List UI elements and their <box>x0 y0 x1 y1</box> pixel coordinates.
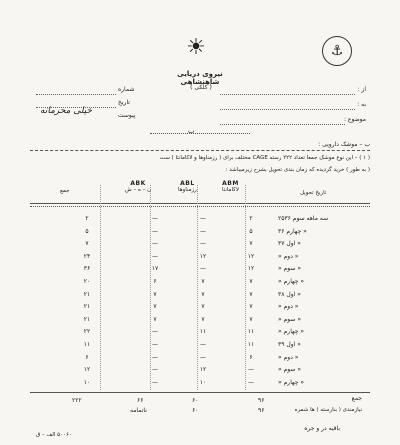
subject-label: موضوع : <box>343 116 366 123</box>
row-abk: ۱۷ <box>151 265 159 273</box>
table-row <box>30 326 370 339</box>
row-abl: — <box>200 340 206 348</box>
body-salutation: ب – موشک دارویی : <box>318 141 370 148</box>
to-line <box>220 109 355 110</box>
row-abk: ۷ <box>153 290 157 298</box>
row-date: « چهارم ۳۶ <box>278 227 307 235</box>
row-total: ۱۰ <box>83 378 91 386</box>
table-row <box>30 289 370 302</box>
needs-abl: ۶۰ <box>192 407 199 414</box>
col-header-abk: ABK ن – ه – ش <box>125 180 152 193</box>
row-abm: ۲ <box>249 215 253 222</box>
table-row <box>30 251 370 264</box>
row-total: ۷ <box>85 240 89 248</box>
number-label: شماره <box>118 86 135 93</box>
row-date: « دوم « <box>278 353 299 361</box>
row-abl: ۱۲ <box>199 252 207 260</box>
row-abk: — <box>152 215 158 222</box>
header-divider <box>30 203 370 204</box>
row-abl: ۱۰ <box>199 378 207 386</box>
row-total: ۲ <box>85 215 89 222</box>
row-date: « دوم « <box>278 303 299 311</box>
classification-label: ( کلکی ) <box>190 84 212 91</box>
row-total: ۲۰ <box>83 277 91 285</box>
row-total: ۳۶ <box>83 265 91 273</box>
row-abm: ۷ <box>249 277 253 285</box>
row-abm: ۷ <box>249 303 253 311</box>
table-row <box>30 314 370 327</box>
body-paragraph-2: ( به طور ) خرید گردیده که زمان بندی تحویل بشرح زیرمیباشد : <box>225 167 370 173</box>
number-line <box>36 94 116 95</box>
row-abk: — <box>152 227 158 235</box>
row-abl: ۷ <box>201 315 205 323</box>
row-abk: — <box>152 340 158 348</box>
row-abl: — <box>200 240 206 248</box>
col-header-date: تاریخ تحویل <box>300 190 327 196</box>
delivery-table <box>30 213 370 389</box>
handwritten-classification: خیلی محرمانه <box>40 106 93 116</box>
row-abl: ۷ <box>201 277 205 285</box>
row-date: « دوم « <box>278 252 299 260</box>
row-date: « اول ۳۸ <box>278 290 301 298</box>
row-abm: — <box>248 378 254 386</box>
table-row <box>30 377 370 390</box>
to-label: به : <box>357 101 366 108</box>
footer-form-code: ۵۰۰۶۰ الف – ق <box>36 432 72 438</box>
row-abm: ۱۲ <box>247 252 255 260</box>
row-abk: — <box>152 240 158 248</box>
row-total: ۵ <box>85 227 89 235</box>
subject-line <box>220 124 345 125</box>
row-abl: ۱۱ <box>199 328 207 336</box>
row-abm: ۶ <box>249 353 253 361</box>
naval-crest-icon: ⚓ <box>322 36 352 66</box>
lion-and-sun-icon: ☀ <box>186 35 206 60</box>
row-total: ۱۲ <box>83 366 91 374</box>
row-date: « چهارم « <box>278 378 305 386</box>
row-total: ۲۲ <box>83 328 91 336</box>
row-abl: — <box>200 215 206 222</box>
row-date: « سوم « <box>278 366 301 374</box>
attachment-label: پیوست <box>118 112 136 119</box>
table-row <box>30 339 370 352</box>
row-abl: — <box>200 227 206 235</box>
body-paragraph-1: ( ۱ ) – این نوع موشک جمعا تعداد ۲۲۲ رسته CAGE مختلف برای ( رزمناوها و لاکامانتا ) ست <box>159 155 370 161</box>
sum-divider <box>30 392 370 393</box>
table-row <box>30 213 370 226</box>
row-date: « اول ۳۹ <box>278 340 301 348</box>
row-abk: — <box>152 328 158 336</box>
row-date: « چهارم « <box>278 277 305 285</box>
row-abk: — <box>152 366 158 374</box>
row-abl: ۷ <box>201 303 205 311</box>
row-abk: ۶ <box>153 277 157 285</box>
row-abm: ۱۱ <box>247 328 255 336</box>
section-mark: ب <box>188 127 195 135</box>
row-abm: ۱۲ <box>247 265 255 273</box>
footer-continuation-note: باقیه در و جره <box>304 425 340 432</box>
row-abm: ۱۱ <box>247 340 255 348</box>
col-header-abl: ABL رزمناوها <box>178 180 197 193</box>
row-total: ۲۱ <box>83 290 91 298</box>
row-abl: ۷ <box>201 290 205 298</box>
needs-label: نیازمندی ( بنارسته ) ها شمره <box>294 407 362 413</box>
row-abm: — <box>248 366 254 374</box>
table-row <box>30 352 370 365</box>
row-date: « سوم « <box>278 265 301 273</box>
row-abl: ۱۲ <box>199 366 207 374</box>
row-date: « چهارم « <box>278 328 305 336</box>
table-row <box>30 226 370 239</box>
sum-total: ۲۲۲ <box>72 397 82 404</box>
section-underline <box>150 133 250 134</box>
row-date: « سوم « <box>278 315 301 323</box>
needs-abk: ناتمامه <box>130 407 147 414</box>
row-abk: — <box>152 252 158 260</box>
date-label: تاریخ <box>118 99 130 106</box>
sum-abm: ۹۶ <box>258 397 265 404</box>
row-abm: ۷ <box>249 315 253 323</box>
table-row <box>30 263 370 276</box>
sum-abl: ۶۰ <box>192 397 199 404</box>
row-abm: ۵ <box>249 227 253 235</box>
organization-name: نیروی دریایی شاهنشاهی <box>177 70 223 86</box>
sum-label: جمع <box>351 395 362 402</box>
row-abk: ۷ <box>153 315 157 323</box>
row-abl: — <box>200 353 206 361</box>
col-header-abm: ABM لاکامانتا <box>222 180 239 193</box>
row-total: ۲۴ <box>83 252 91 260</box>
row-total: ۶ <box>85 353 89 361</box>
table-row <box>30 276 370 289</box>
sum-abk: ۶۶ <box>137 397 144 404</box>
header-divider-2 <box>30 206 370 207</box>
row-abk: — <box>152 353 158 361</box>
row-total: ۲۱ <box>83 315 91 323</box>
row-date: سه ماهه سوم ۲۵۳۶ <box>278 215 329 222</box>
table-row <box>30 301 370 314</box>
row-abm: ۷ <box>249 240 253 248</box>
divider-top <box>30 150 370 151</box>
table-row <box>30 238 370 251</box>
col-header-total: جمع <box>60 188 70 194</box>
needs-abm: ۹۶ <box>258 407 265 414</box>
row-abk: ۷ <box>153 303 157 311</box>
row-total: ۱۱ <box>83 340 91 348</box>
row-date: « اول ۳۷ <box>278 240 301 248</box>
from-label: از : <box>357 86 366 93</box>
table-row <box>30 364 370 377</box>
row-abl: — <box>200 265 206 273</box>
row-abk: — <box>152 378 158 386</box>
from-line <box>220 94 355 95</box>
row-abm: ۷ <box>249 290 253 298</box>
row-total: ۲۱ <box>83 303 91 311</box>
